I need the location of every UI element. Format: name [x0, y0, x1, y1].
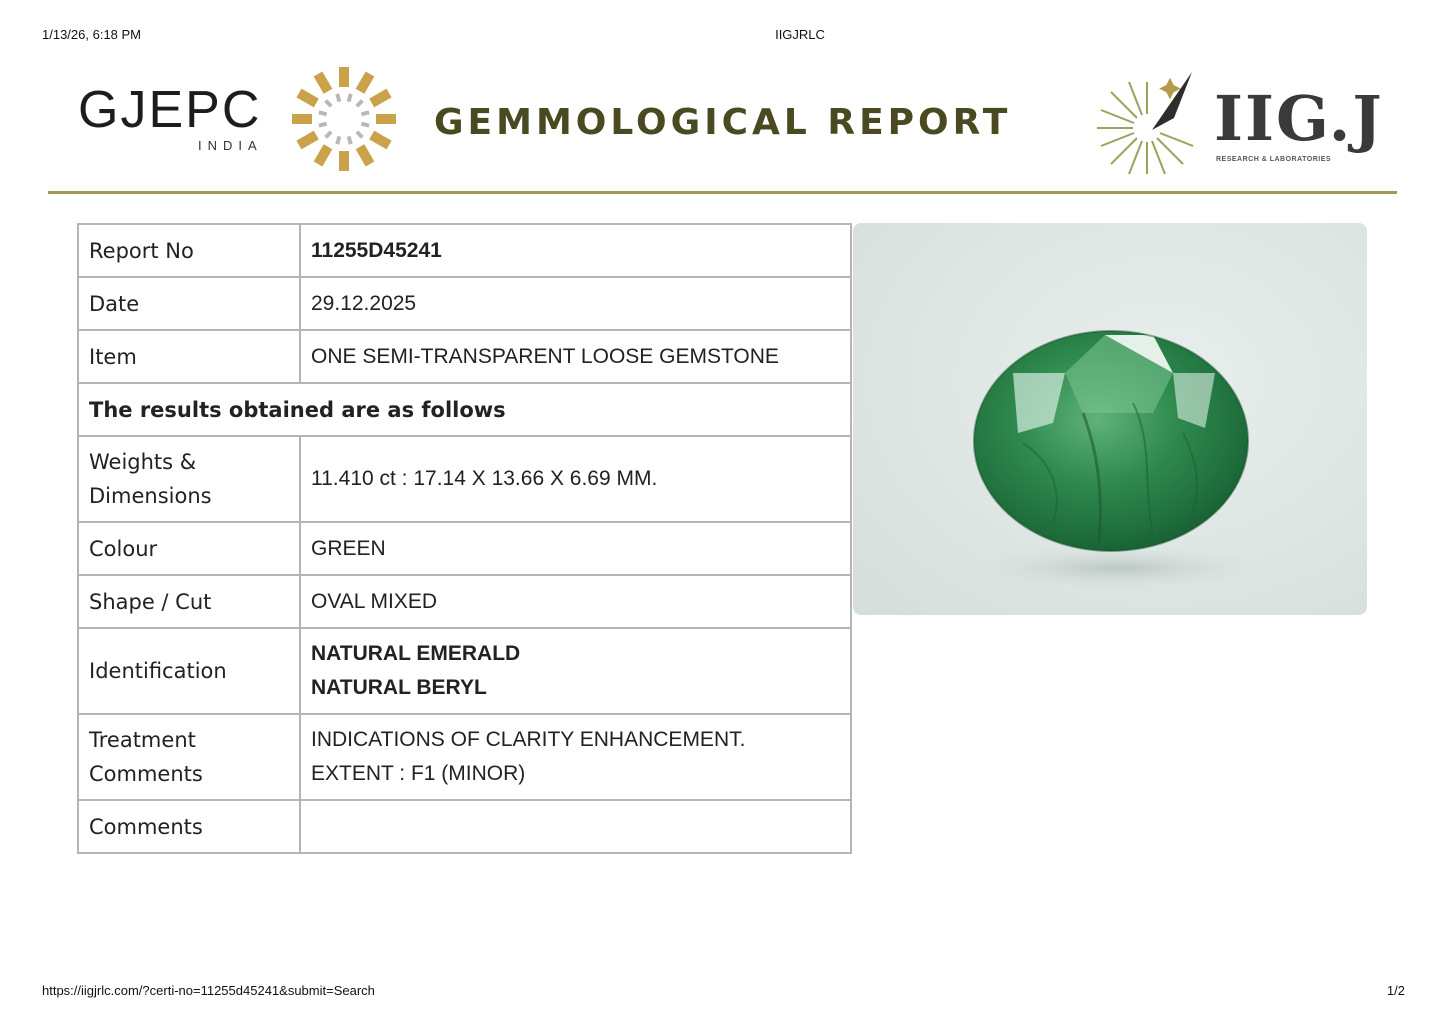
row-shape — [78, 575, 851, 628]
print-page-title: IIGJRLC — [775, 27, 825, 42]
label-comments: Comments — [78, 800, 300, 853]
print-url: https://iigjrlc.com/?certi-no=11255d45241&submit=Search — [42, 983, 375, 998]
value-weights: 11.410 ct : 17.14 X 13.66 X 6.69 MM. — [300, 436, 851, 522]
value-colour: GREEN — [300, 522, 851, 575]
value-item: ONE SEMI-TRANSPARENT LOOSE GEMSTONE — [300, 330, 851, 383]
label-colour: Colour — [78, 522, 300, 575]
row-report-no — [78, 224, 851, 277]
value-date: 29.12.2025 — [300, 277, 851, 330]
label-date: Date — [78, 277, 300, 330]
row-colour — [78, 522, 851, 575]
value-comments — [300, 800, 851, 853]
results-heading: The results obtained are as follows — [78, 383, 851, 436]
iigj-starburst-icon — [1092, 70, 1202, 180]
label-treatment-line1: Treatment — [89, 728, 196, 752]
value-treatment — [300, 714, 851, 800]
header-divider — [48, 191, 1397, 194]
label-shape: Shape / Cut — [78, 575, 300, 628]
value-identification-line2: NATURAL BERYL — [311, 676, 487, 699]
label-treatment — [78, 714, 300, 800]
report-title: GEMMOLOGICAL REPORT — [434, 102, 1012, 143]
row-item — [78, 330, 851, 383]
print-page-number: 1/2 — [1386, 983, 1405, 998]
value-identification — [300, 628, 851, 714]
label-weights — [78, 436, 300, 522]
label-item: Item — [78, 330, 300, 383]
iigj-logo-sub: RESEARCH & LABORATORIES — [1216, 156, 1332, 163]
gjepc-logo-sub: INDIA — [198, 138, 263, 153]
gjepc-logo-word: GJEPC — [78, 81, 262, 139]
row-weights — [78, 436, 851, 522]
value-report-no: 11255D45241 — [300, 224, 851, 277]
label-treatment-line2: Comments — [89, 762, 203, 786]
row-identification — [78, 628, 851, 714]
label-identification: Identification — [78, 628, 300, 714]
value-shape: OVAL MIXED — [300, 575, 851, 628]
value-treatment-line2: EXTENT : F1 (MINOR) — [311, 762, 526, 785]
iigj-logo-word: IIG.J — [1214, 82, 1384, 155]
gjepc-sun-icon — [290, 65, 398, 173]
row-date — [78, 277, 851, 330]
label-weights-line1: Weights & — [89, 450, 197, 474]
print-datetime: 1/13/26, 6:18 PM — [42, 27, 142, 42]
value-identification-line1: NATURAL EMERALD — [311, 642, 521, 665]
gjepc-logo — [78, 81, 278, 154]
row-comments — [78, 800, 851, 853]
row-treatment — [78, 714, 851, 800]
report-table — [77, 223, 852, 854]
gemstone-image — [853, 223, 1367, 615]
emerald-gem-icon — [853, 223, 1367, 615]
row-results-heading — [78, 383, 851, 436]
label-weights-line2: Dimensions — [89, 484, 212, 508]
label-report-no: Report No — [78, 224, 300, 277]
value-treatment-line1: INDICATIONS OF CLARITY ENHANCEMENT. — [311, 728, 746, 751]
